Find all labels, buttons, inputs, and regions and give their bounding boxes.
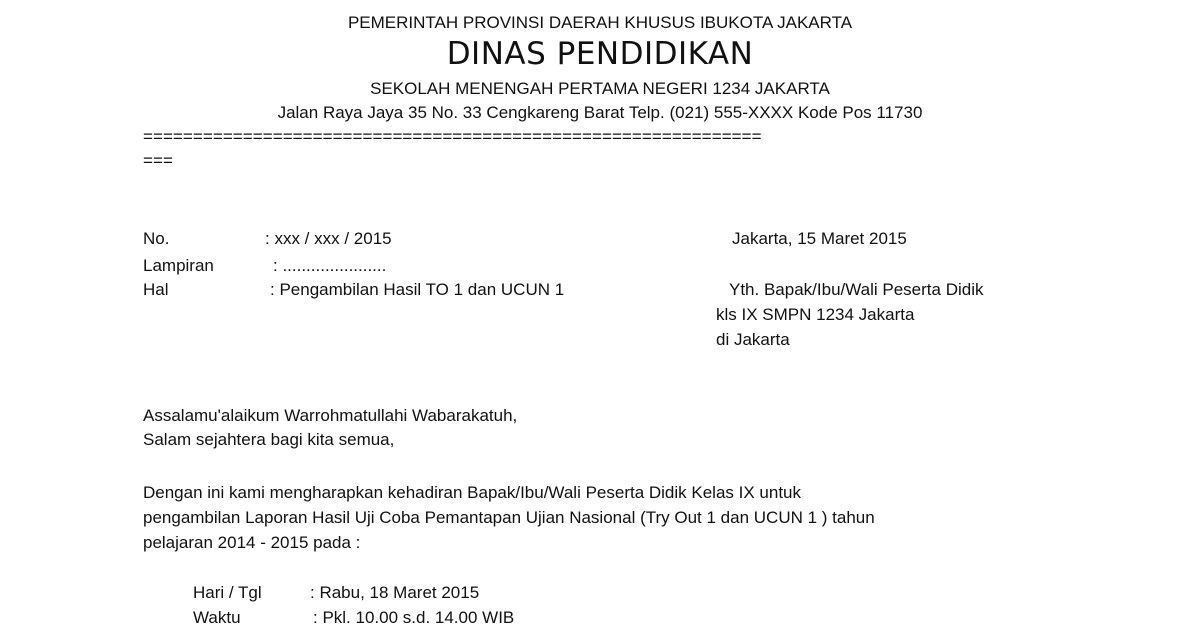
letterhead-rule-line-continued: === <box>143 151 173 170</box>
letterhead-address: Jalan Raya Jaya 35 No. 33 Cengkareng Barat Telp. (021) 555-XXXX Kode Pos 11730 <box>277 103 923 122</box>
greeting-line-2: Salam sejahtera bagi kita semua, <box>143 430 395 449</box>
letterhead-government: PEMERINTAH PROVINSI DAERAH KHUSUS IBUKOTA JAKARTA <box>347 13 853 32</box>
recipient-line-3: di Jakarta <box>716 330 790 349</box>
body-line-2: pengambilan Laporan Hasil Uji Coba Pemantapan Ujian Nasional (Try Out 1 dan UCUN 1 ) tahun <box>143 508 875 527</box>
letterhead-school: SEKOLAH MENENGAH PERTAMA NEGERI 1234 JAKARTA <box>370 79 830 98</box>
meta-hal-value: : Pengambilan Hasil TO 1 dan UCUN 1 <box>270 280 565 299</box>
meta-hal-label: Hal <box>143 280 169 299</box>
meta-no-label: No. <box>143 229 170 248</box>
letterhead-rule-line: ============================================================== <box>143 127 762 146</box>
greeting-line-1: Assalamu'alaikum Warrohmatullahi Wabarakatuh, <box>143 406 518 425</box>
meta-no-value: : xxx / xxx / 2015 <box>265 229 392 248</box>
schedule-time-value: : Pkl. 10.00 s.d. 14.00 WIB <box>313 608 515 627</box>
recipient-line-1: Yth. Bapak/Ibu/Wali Peserta Didik <box>729 280 984 299</box>
schedule-day-value: : Rabu, 18 Maret 2015 <box>310 583 480 602</box>
schedule-time-label: Waktu <box>193 608 241 627</box>
recipient-line-2: kls IX SMPN 1234 Jakarta <box>716 305 915 324</box>
body-line-3: pelajaran 2014 - 2015 pada : <box>143 533 361 552</box>
letterhead-agency: DINAS PENDIDIKAN <box>446 36 754 72</box>
meta-lampiran-label: Lampiran <box>143 256 214 275</box>
meta-lampiran-value: : ...................... <box>273 256 387 275</box>
date-place: Jakarta, 15 Maret 2015 <box>732 229 907 248</box>
body-line-1: Dengan ini kami mengharapkan kehadiran Bapak/Ibu/Wali Peserta Didik Kelas IX untuk <box>143 483 802 502</box>
schedule-day-label: Hari / Tgl <box>193 583 262 602</box>
